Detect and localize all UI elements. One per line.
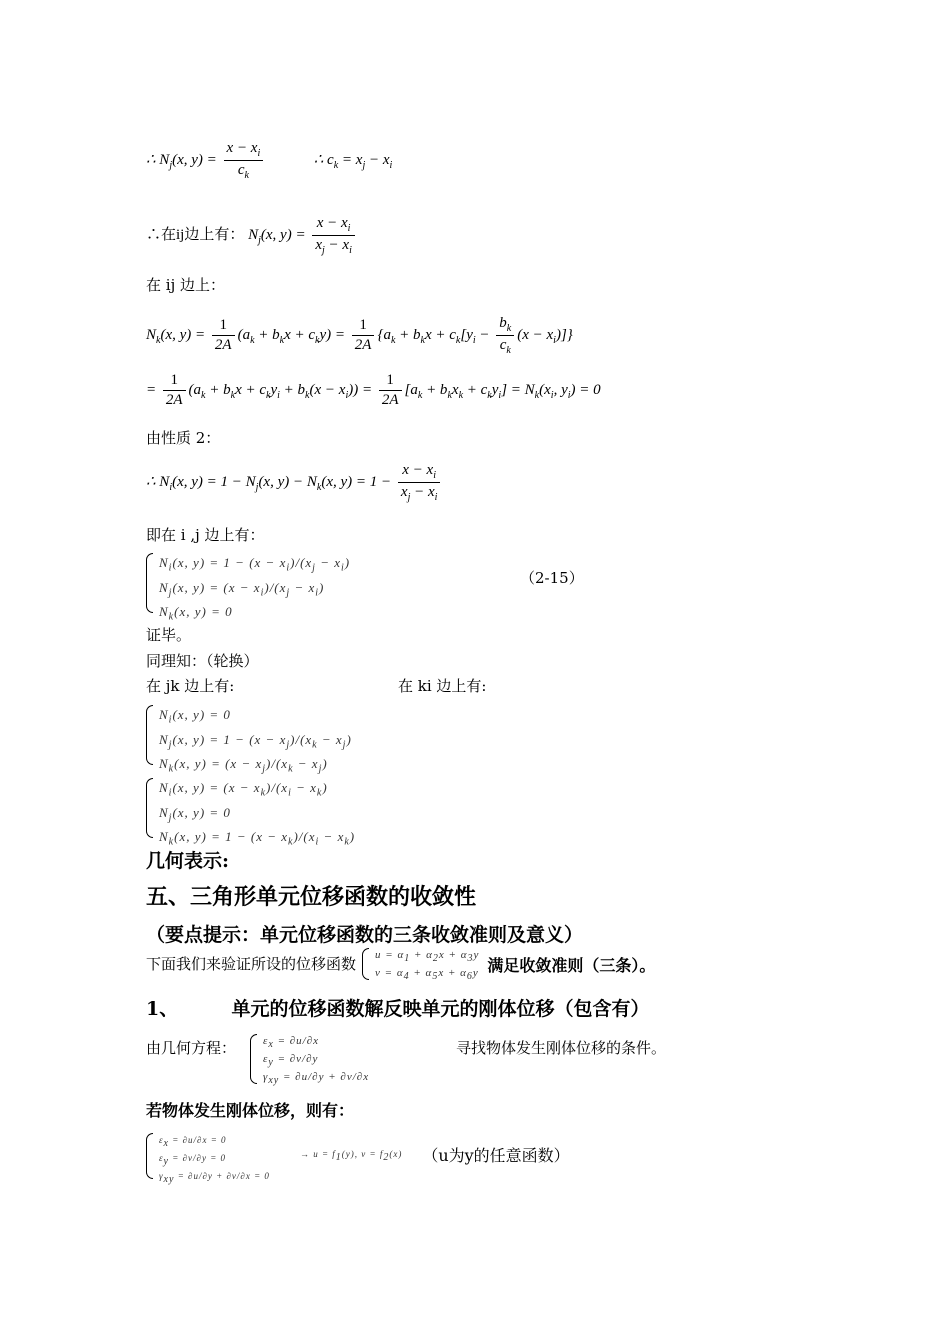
item-1 <box>146 994 650 1021</box>
rigid-implication: → $u = f_1(y)$, $v = f_2(x)$ <box>299 1149 403 1163</box>
proved: 证毕。 <box>146 626 192 644</box>
system-2-15: $N_i(x$, $y) = 1 - (x - x_i)/(x_j - x_i)$ $N_j(x$, $y) = (x - x_i)/(x_j - x_i)$ $N_k(x$, y) = 0 <box>146 553 350 617</box>
equation-nk-result: = $\frac{1}{2A}$ $(a_k + b_kx + c_ky_i + b_k(x - x_i))$ = $\frac{1}{2A}$ $[a_k + b_kx_k + c_ky_i] = N_k(x_i$, $y_i) = 0$ <box>146 372 601 408</box>
equation-nj-on-ij: ∴在ij边上有： $N_j(x$, y) = $\frac{x - x_i}{x_j - x_i}$ <box>146 215 358 256</box>
displacement-system: $u = \alpha_1 + \alpha_2x + \alpha_3y$ $v = \alpha_4 + \alpha_5x + \alpha_6y$ <box>362 948 479 980</box>
system-ki: $N_i(x$, $y) = (x - x_k)/(x_i - x_k)$ $N_j(x$, y) = 0 $N_k(x$, $y) = 1 - (x - x_k)/(x_i - x_k)$ <box>146 778 355 842</box>
geom-eq-prefix: 由几何方程： <box>146 1039 237 1057</box>
on-ij-has: 即在 i ,j 边上有： <box>146 526 265 544</box>
geometry-equation-line <box>146 1034 667 1087</box>
equation-nj: ∴ $N_j(x$, y) = $\frac{x - x_i}{c_k}$ ∴ $c_k = x_j - x_i$ <box>146 140 393 181</box>
eq2-prefix: ∴在ij边上有： <box>146 226 245 243</box>
rigid-body-equations <box>146 1133 570 1185</box>
geometry-equation-system: $\varepsilon_x = \partial u/\partial x$ $\varepsilon_y = \partial v/\partial y$ $\gamma_{xy} = \partial u/\partial y + \partial v/\partial x$ <box>250 1034 369 1084</box>
verify-line <box>146 948 656 983</box>
verify-suffix: 满足收敛准则（三条）。 <box>487 955 656 975</box>
rigid-system: $\varepsilon_x = \partial u/\partial x = 0$ $\varepsilon_y = \partial v/\partial y = 0$ $\gamma_{xy} = \partial u/\partial y + \partial v/\partial x = 0$ <box>146 1133 270 1179</box>
arbitrary-function-note: （u为y的任意函数） <box>422 1146 570 1165</box>
equation-ni: ∴ $N_i(x$, $y) = 1 - N_j(x$, $y) - N_k(x$, y) = 1 − $\frac{x - x_i}{x_j - x_i}$ <box>146 462 443 503</box>
hint: （要点提示：单元位移函数的三条收敛准则及意义） <box>146 924 584 946</box>
equation-nk: $N_k(x$, y) = $\frac{1}{2A}$ $(a_k + b_kx + c_ky)$ = $\frac{1}{2A}$ {$a_k + b_kx + c_k[y_i$ − $\frac{b_k}{c_k}$ $(x - x_i)$]} <box>146 315 573 356</box>
similarly: 同理知：（轮换） <box>146 652 259 670</box>
on-ki: 在 ki 边上有: <box>398 677 487 695</box>
rigid-body-heading: 若物体发生刚体位移，则有： <box>146 1101 355 1120</box>
on-ij-label: 在 ij 边上： <box>146 276 225 294</box>
geometry-heading: 几何表示: <box>146 850 230 872</box>
item-1-text: 单元的位移函数解反映单元的刚体位移（包含有） <box>231 998 650 1020</box>
geom-eq-suffix: 寻找物体发生刚体位移的条件。 <box>456 1039 667 1057</box>
section-5-title: 五、三角形单元位移函数的收敛性 <box>146 884 477 910</box>
on-jk: 在 jk 边上有: <box>146 677 235 695</box>
verify-prefix: 下面我们来验证所设的位移函数 <box>146 955 357 973</box>
by-property-2: 由性质 2： <box>146 429 221 447</box>
system-jk: $N_i(x$, y) = 0 $N_j(x$, $y) = 1 - (x - x_j)/(x_k - x_j)$ $N_k(x$, $y) = (x - x_j)/(x_k - x_j)$ <box>146 705 352 769</box>
equation-number: （2-15） <box>520 569 584 587</box>
item-1-number: 1、 <box>146 998 179 1020</box>
